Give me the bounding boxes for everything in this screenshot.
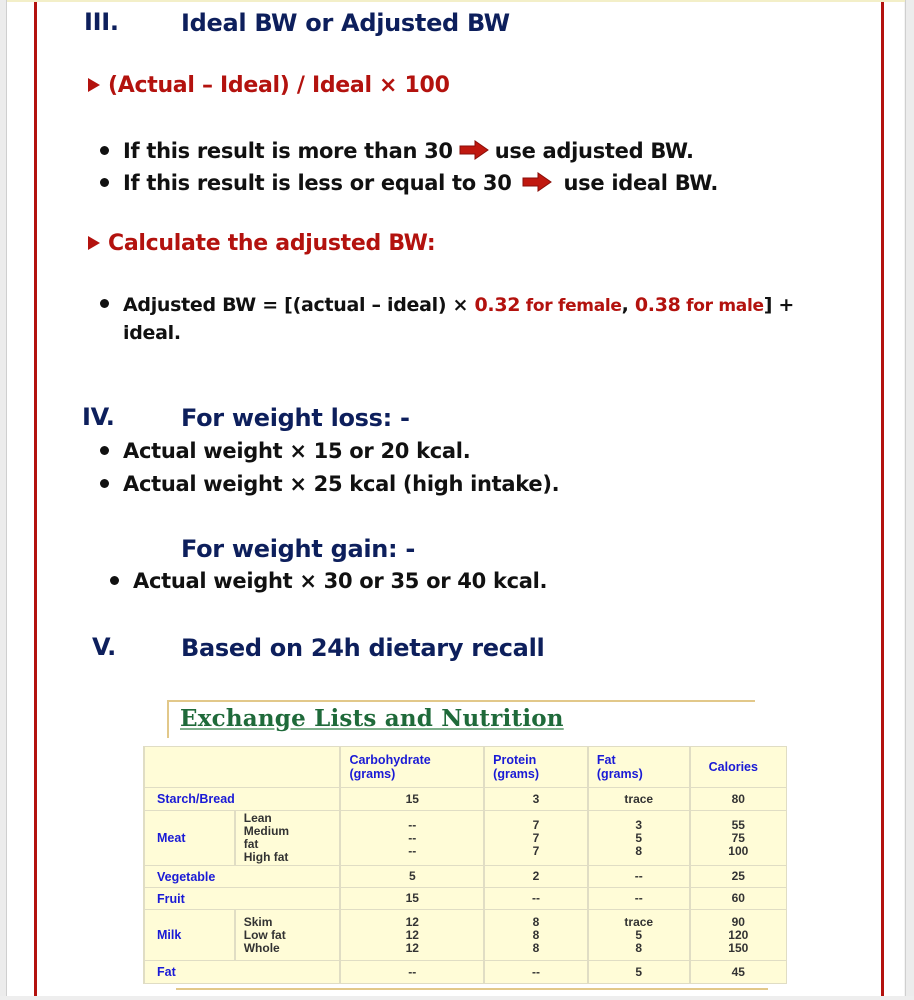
weight-loss-bullet [100, 472, 559, 496]
page-right-border [881, 2, 884, 998]
table-row [144, 910, 787, 961]
header-carbohydrate: Carbohydrate (grams) [340, 747, 484, 788]
header-fat: Fat (grams) [588, 747, 690, 788]
formula-part: Adjusted BW = [(actual – ideal) × [123, 294, 475, 316]
section-5-title: Based on 24h dietary recall [181, 634, 545, 662]
cell-protein: 2 [484, 866, 588, 888]
cell-carb: -- [340, 961, 484, 984]
meat-subtypes: Lean Medium fat High fat [235, 811, 341, 866]
bullet-more-than-30 [100, 139, 694, 163]
bullet-result: use adjusted BW. [494, 139, 694, 163]
cell-protein: 8 8 8 [484, 910, 588, 961]
red-right-arrow-icon [522, 172, 552, 192]
section-3-title: Ideal BW or Adjusted BW [181, 9, 510, 37]
milk-subtypes: Skim Low fat Whole [235, 910, 341, 961]
male-factor: 0.38 [634, 294, 681, 316]
cell-carb: -- -- -- [340, 811, 484, 866]
header-calories: Calories [690, 747, 787, 788]
table-header-row [144, 747, 787, 788]
section-3-number: III. [84, 8, 119, 36]
female-label: for female [520, 296, 622, 316]
cell-protein: 3 [484, 788, 588, 811]
bullet-text: Actual weight × 30 or 35 or 40 kcal. [133, 569, 548, 593]
bullet-dot-icon [110, 576, 119, 585]
formula-part: ] + [763, 294, 795, 316]
table-row [144, 788, 787, 811]
weight-gain-title: For weight gain: - [181, 535, 416, 563]
cell-fat: trace [588, 788, 690, 811]
cell-calories: 90 120 150 [690, 910, 787, 961]
row-label-meat: Meat [144, 811, 235, 866]
adjusted-bw-formula-end: ideal. [123, 322, 181, 344]
formula-text: (Actual – Ideal) / Ideal × 100 [108, 73, 450, 98]
exchange-title: Exchange Lists and Nutrition [180, 705, 564, 732]
table-row [144, 811, 787, 866]
cell-fat: -- [588, 888, 690, 910]
bullet-dot-icon [100, 146, 109, 155]
weight-loss-bullet [100, 439, 470, 463]
cell-protein: -- [484, 961, 588, 984]
cell-calories: 45 [690, 961, 787, 984]
bullet-dot-icon [100, 299, 109, 308]
calc-heading [88, 231, 435, 256]
bullet-less-equal-30 [100, 171, 718, 195]
cell-carb: 12 12 12 [340, 910, 484, 961]
arrowhead-bullet-icon [88, 236, 100, 250]
weight-gain-bullet [110, 569, 547, 593]
row-label-starch: Starch/Bread [144, 788, 340, 811]
table-row [144, 888, 787, 910]
weight-loss-title: For weight loss: - [181, 404, 410, 432]
bullet-dot-icon [100, 446, 109, 455]
row-label-milk: Milk [144, 910, 235, 961]
section-5-number: V. [92, 633, 116, 661]
bullet-text: If this result is more than 30 [123, 139, 453, 163]
cell-calories: 25 [690, 866, 787, 888]
cell-calories: 55 75 100 [690, 811, 787, 866]
cell-carb: 15 [340, 888, 484, 910]
cell-carb: 5 [340, 866, 484, 888]
formula-line [88, 73, 450, 98]
row-label-vegetable: Vegetable [144, 866, 340, 888]
header-protein: Protein (grams) [484, 747, 588, 788]
table-row [144, 961, 787, 984]
separator: , [621, 294, 635, 316]
table-row [144, 866, 787, 888]
bullet-text: Actual weight × 15 or 20 kcal. [123, 439, 471, 463]
cell-fat: -- [588, 866, 690, 888]
cell-protein: 7 7 7 [484, 811, 588, 866]
bullet-text: If this result is less or equal to 30 [123, 171, 512, 195]
calc-heading-text: Calculate the adjusted BW: [108, 231, 436, 256]
red-right-arrow-icon [459, 140, 489, 160]
arrowhead-bullet-icon [88, 78, 100, 92]
bullet-dot-icon [100, 479, 109, 488]
bullet-dot-icon [100, 178, 109, 187]
page-left-border [34, 2, 37, 998]
left-scroll-gutter [0, 0, 7, 1000]
cell-fat: 5 [588, 961, 690, 984]
section-4-number: IV. [82, 403, 115, 431]
cell-protein: -- [484, 888, 588, 910]
exchange-table [143, 746, 787, 984]
female-factor: 0.32 [474, 294, 521, 316]
exchange-bottom-rule [176, 988, 768, 990]
male-label: for male [680, 296, 764, 316]
row-label-fat: Fat [144, 961, 340, 984]
right-scroll-gutter [905, 0, 914, 1000]
cell-calories: 60 [690, 888, 787, 910]
row-label-fruit: Fruit [144, 888, 340, 910]
header-blank [144, 747, 340, 788]
cell-carb: 15 [340, 788, 484, 811]
cell-calories: 80 [690, 788, 787, 811]
cell-fat: 3 5 8 [588, 811, 690, 866]
bottom-edge [0, 996, 914, 1000]
bullet-result: use ideal BW. [563, 171, 719, 195]
adjusted-bw-formula [100, 294, 794, 316]
bullet-text: Actual weight × 25 kcal (high intake). [123, 472, 560, 496]
cell-fat: trace 5 8 [588, 910, 690, 961]
